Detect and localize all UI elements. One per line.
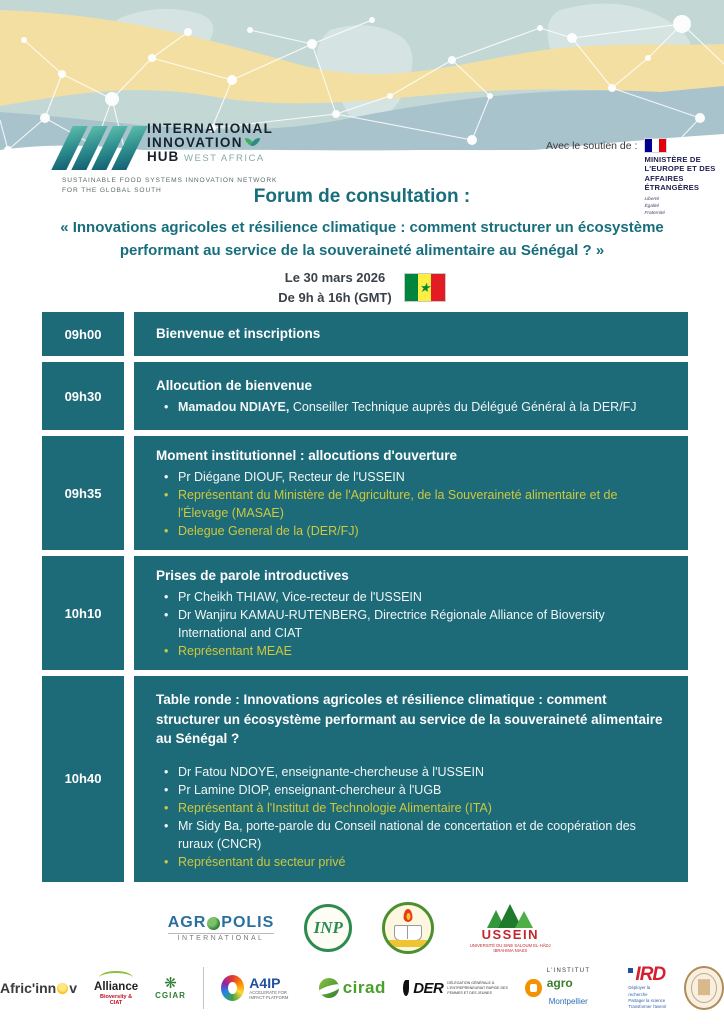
speaker-item: • Représentant du secteur privé [178, 853, 670, 871]
iih-logo-line2: INNOVATION [147, 135, 243, 151]
schedule-row [42, 556, 688, 670]
iih-logo-region: WEST AFRICA [184, 153, 265, 165]
session-speakers [156, 468, 670, 541]
cgiar-logo [155, 976, 186, 1000]
alliance-logo [94, 971, 138, 1006]
ministry-motto-3: Fraternité [644, 211, 665, 217]
speaker-item: • Mr Sidy Ba, porte-parole du Conseil national de concertation et de coopération des ruraux (CNCR) [178, 817, 670, 853]
event-date-block [0, 268, 724, 307]
speaker-item: • Dr Wanjiru KAMAU-RUTENBERG, Directrice Régionale Alliance of Bioversity International and CIAT [178, 606, 670, 642]
speaker-item: • Dr Fatou NDOYE, enseignante-chercheuse à l'USSEIN [178, 763, 670, 781]
speaker-item: • Représentant à l'Institut de Technologie Alimentaire (ITA) [178, 799, 670, 817]
globe-icon [207, 917, 220, 930]
time-cell: 09h00 [42, 312, 124, 356]
flame-icon [404, 909, 413, 922]
session-speakers [156, 763, 670, 872]
a4ip-title: A4IP [249, 974, 281, 991]
agropolis-logo [168, 914, 275, 942]
time-cell: 10h40 [42, 676, 124, 881]
leaf-arc-icon [99, 971, 133, 985]
ird-tagline-3: Transformer l'avenir [628, 1004, 667, 1010]
iih-tagline-line1: SUSTAINABLE FOOD SYSTEMS INNOVATION NETWORK [62, 177, 278, 184]
session-title: Allocution de bienvenue [156, 378, 313, 394]
orange-circle-icon [525, 979, 541, 997]
iih-tagline-line2: FOR THE GLOBAL SOUTH [62, 186, 162, 194]
cirad-logo [319, 978, 386, 998]
event-date: Le 30 mars 2026 [284, 270, 386, 285]
time-cell: 09h30 [42, 362, 124, 430]
cirad-leaf-icon [319, 978, 339, 998]
ird-tagline-2: Partager la science [628, 997, 666, 1003]
speaker-item: • Mamadou NDIAYE, Conseiller Technique auprès du Délégué Général à la DER/FJ [178, 398, 670, 416]
schedule-table [42, 312, 688, 882]
ussein-subtitle: UNIVERSITÉ DU SINE SALOUM EL-HÂDJ IBRAHIMA NIASS [469, 942, 551, 954]
inp-logo [304, 904, 352, 952]
iih-logo-line1: INTERNATIONAL [147, 121, 274, 136]
speaker-item: • Représentant MEAE [178, 642, 670, 660]
speaker-item: • Pr Diégane DIOUF, Recteur de l'USSEIN [178, 468, 670, 486]
ministry-motto-2: Égalité [644, 204, 660, 210]
session-title: Bienvenue et inscriptions [156, 326, 321, 342]
time-cell: 09h35 [42, 436, 124, 550]
der-logo [403, 980, 509, 997]
schedule-row [42, 436, 688, 550]
session-speakers [156, 398, 670, 416]
logo-divider [203, 967, 204, 1009]
schedule-row [42, 362, 688, 430]
institut-agro-line1: L'INSTITUT [546, 968, 591, 975]
africinnov-text-1: Afric'inn [0, 980, 57, 997]
starburst-icon [221, 975, 244, 1001]
page-title: Forum de consultation : [253, 186, 471, 207]
support-label: Avec le soutien de : [546, 140, 638, 152]
france-flag-icon [644, 138, 667, 153]
alliance-subtitle: Bioversity & CIAT [100, 993, 133, 1006]
plant-icon: ❋ [164, 975, 177, 993]
cirad-text: cirad [342, 978, 386, 998]
der-subtitle: DÉLÉGATION GÉNÉRALE À L'ENTREPRENEURIAT RAPIDE DES FEMMES ET DES JEUNES [447, 980, 508, 995]
a4ip-subtitle: ACCELERATE FOR IMPACT PLATFORM [249, 989, 289, 1001]
institut-agro-line2: agro [546, 975, 573, 990]
partner-logos-row-2 [0, 966, 724, 1011]
speaker-item: • Pr Cheikh THIAW, Vice-recteur de l'USSEIN [178, 588, 670, 606]
africinnov-text-2: v [69, 980, 78, 997]
speaker-item: • Pr Lamine DIOP, enseignant-chercheur à l'UGB [178, 781, 670, 799]
iih-logo-line3: HUB [147, 149, 180, 165]
session-cell [134, 436, 688, 550]
event-time: De 9h à 16h (GMT) [278, 289, 392, 305]
ussein-logo [464, 902, 556, 953]
university-seal-logo [684, 966, 724, 1010]
africinnov-logo [0, 980, 77, 996]
time-cell: 10h10 [42, 556, 124, 670]
agropolis-subtext: INTERNATIONAL [168, 933, 275, 942]
ird-title: IRD [635, 964, 666, 985]
session-cell [134, 362, 688, 430]
ird-logo [628, 966, 666, 1011]
session-title: Table ronde : Innovations agricoles et résilience climatique : comment structurer un écosystème performant au service de la souveraineté alimentaire au Sénégal ? [156, 692, 663, 747]
session-title: Prises de parole introductives [156, 568, 349, 584]
page-subtitle: « Innovations agricoles et résilience climatique : comment structurer un écosystème performant au service de la souveraineté alimentaire au Sénégal ? » [60, 219, 664, 260]
session-cell [134, 556, 688, 670]
partner-logos-row-1 [0, 902, 724, 954]
session-title: Moment institutionnel : allocutions d'ouverture [156, 448, 457, 463]
senegal-flag-icon: ★ [404, 273, 446, 302]
book-icon [394, 925, 422, 941]
session-cell [134, 676, 688, 881]
session-cell [134, 312, 688, 356]
ministry-motto-1: Liberté [644, 196, 660, 202]
mountains-icon [464, 902, 556, 928]
ird-square-icon [628, 968, 633, 973]
agropolis-text-1: AGR [167, 914, 207, 931]
ministry-name: MINISTÈRE DE L'EUROPE ET DES AFFAIRES ÉTRANGÈRES [644, 155, 716, 193]
iih-logo-mark [51, 126, 147, 170]
lightbulb-icon [57, 983, 68, 994]
ussein-name: USSEIN [481, 927, 539, 943]
der-title: DER [413, 979, 444, 997]
ird-tagline-1: Déployer la recherche [628, 985, 651, 997]
iih-logo [62, 122, 362, 196]
schedule-row [42, 676, 688, 881]
speaker-item: • Delegue General de la (DER/FJ) [178, 522, 670, 540]
inp-text: INP [313, 918, 343, 937]
agropolis-text-2: POLIS [221, 914, 275, 931]
university-crest-logo [382, 902, 434, 954]
a4ip-logo [221, 975, 302, 1001]
institut-agro-logo [525, 968, 611, 1008]
cgiar-text: CGIAR [155, 991, 186, 1001]
speaker-item: • Représentant du Ministère de l'Agriculture, de la Souveraineté alimentaire et de l'Élevage (MASAE) [178, 486, 670, 522]
der-mark-icon [403, 980, 409, 996]
session-speakers [156, 588, 670, 661]
alliance-title: Alliance [94, 981, 139, 994]
schedule-row [42, 312, 688, 356]
sprout-icon [247, 137, 259, 149]
institut-agro-line3: Montpellier [548, 996, 588, 1006]
